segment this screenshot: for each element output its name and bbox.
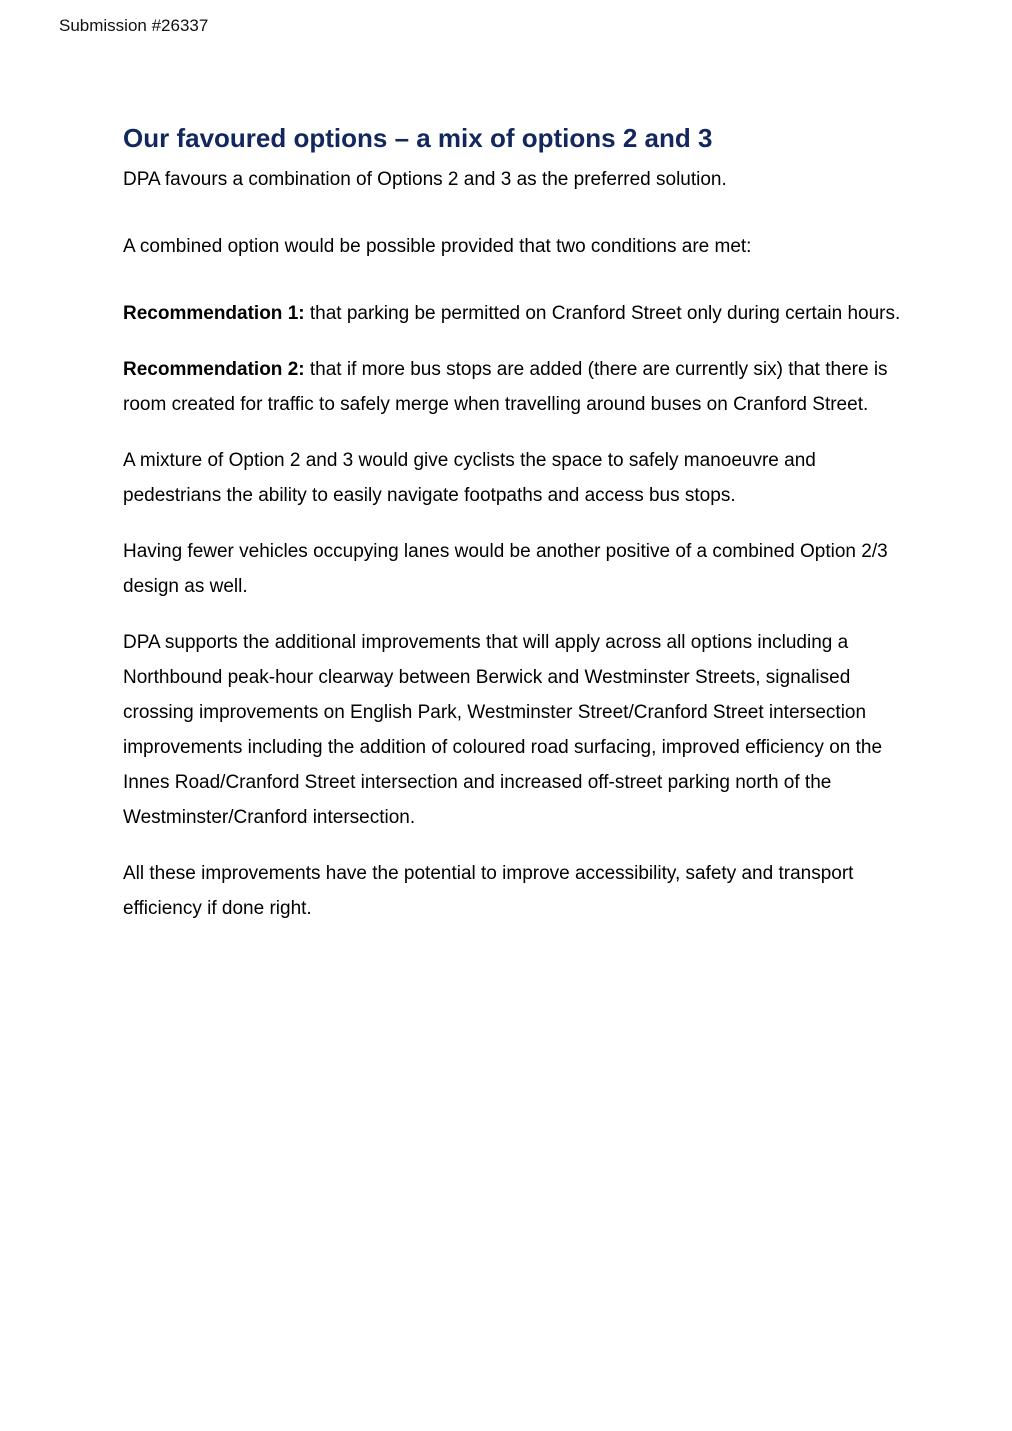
fewer-vehicles-paragraph: Having fewer vehicles occupying lanes would be another positive of a combined Option 2/3 design as well. — [123, 541, 888, 597]
improvements-paragraph: DPA supports the additional improvements that will apply across all options including a Northbound peak-hour clearway between Berwick and Westminster Streets, signalised crossing improvements on English Park, Westminster Street/Cranford Street intersection improvements including the addition of coloured road surfacing, improved efficiency on the Innes Road/Cranford Street intersection and increased off-street parking north of the Westminster/Cranford intersection. — [123, 632, 883, 828]
conclusion-paragraph: All these improvements have the potential to improve accessibility, safety and transport efficiency if done right. — [123, 863, 854, 919]
recommendation-1-label: Recommendation 1: — [123, 303, 305, 324]
page-title: Our favoured options – a mix of options 2 and 3 — [123, 123, 713, 153]
recommendation-2-text: that if more bus stops are added (there are currently six) that there is room created for traffic to safely merge when travelling around buses on Cranford Street. — [123, 359, 888, 415]
submission-id: Submission #26337 — [59, 16, 209, 35]
mixture-paragraph: A mixture of Option 2 and 3 would give cyclists the space to safely manoeuvre and pedestrians the ability to easily navigate footpaths and access bus stops. — [123, 450, 816, 506]
intro-paragraph: DPA favours a combination of Options 2 and 3 as the preferred solution. — [123, 169, 727, 190]
conditions-paragraph: A combined option would be possible provided that two conditions are met: — [123, 236, 752, 257]
recommendation-2 — [123, 352, 903, 422]
recommendation-1 — [123, 296, 903, 331]
recommendation-1-text: that parking be permitted on Cranford Street only during certain hours. — [304, 303, 901, 324]
recommendation-2-label: Recommendation 2: — [123, 359, 305, 380]
document-body — [123, 120, 903, 926]
